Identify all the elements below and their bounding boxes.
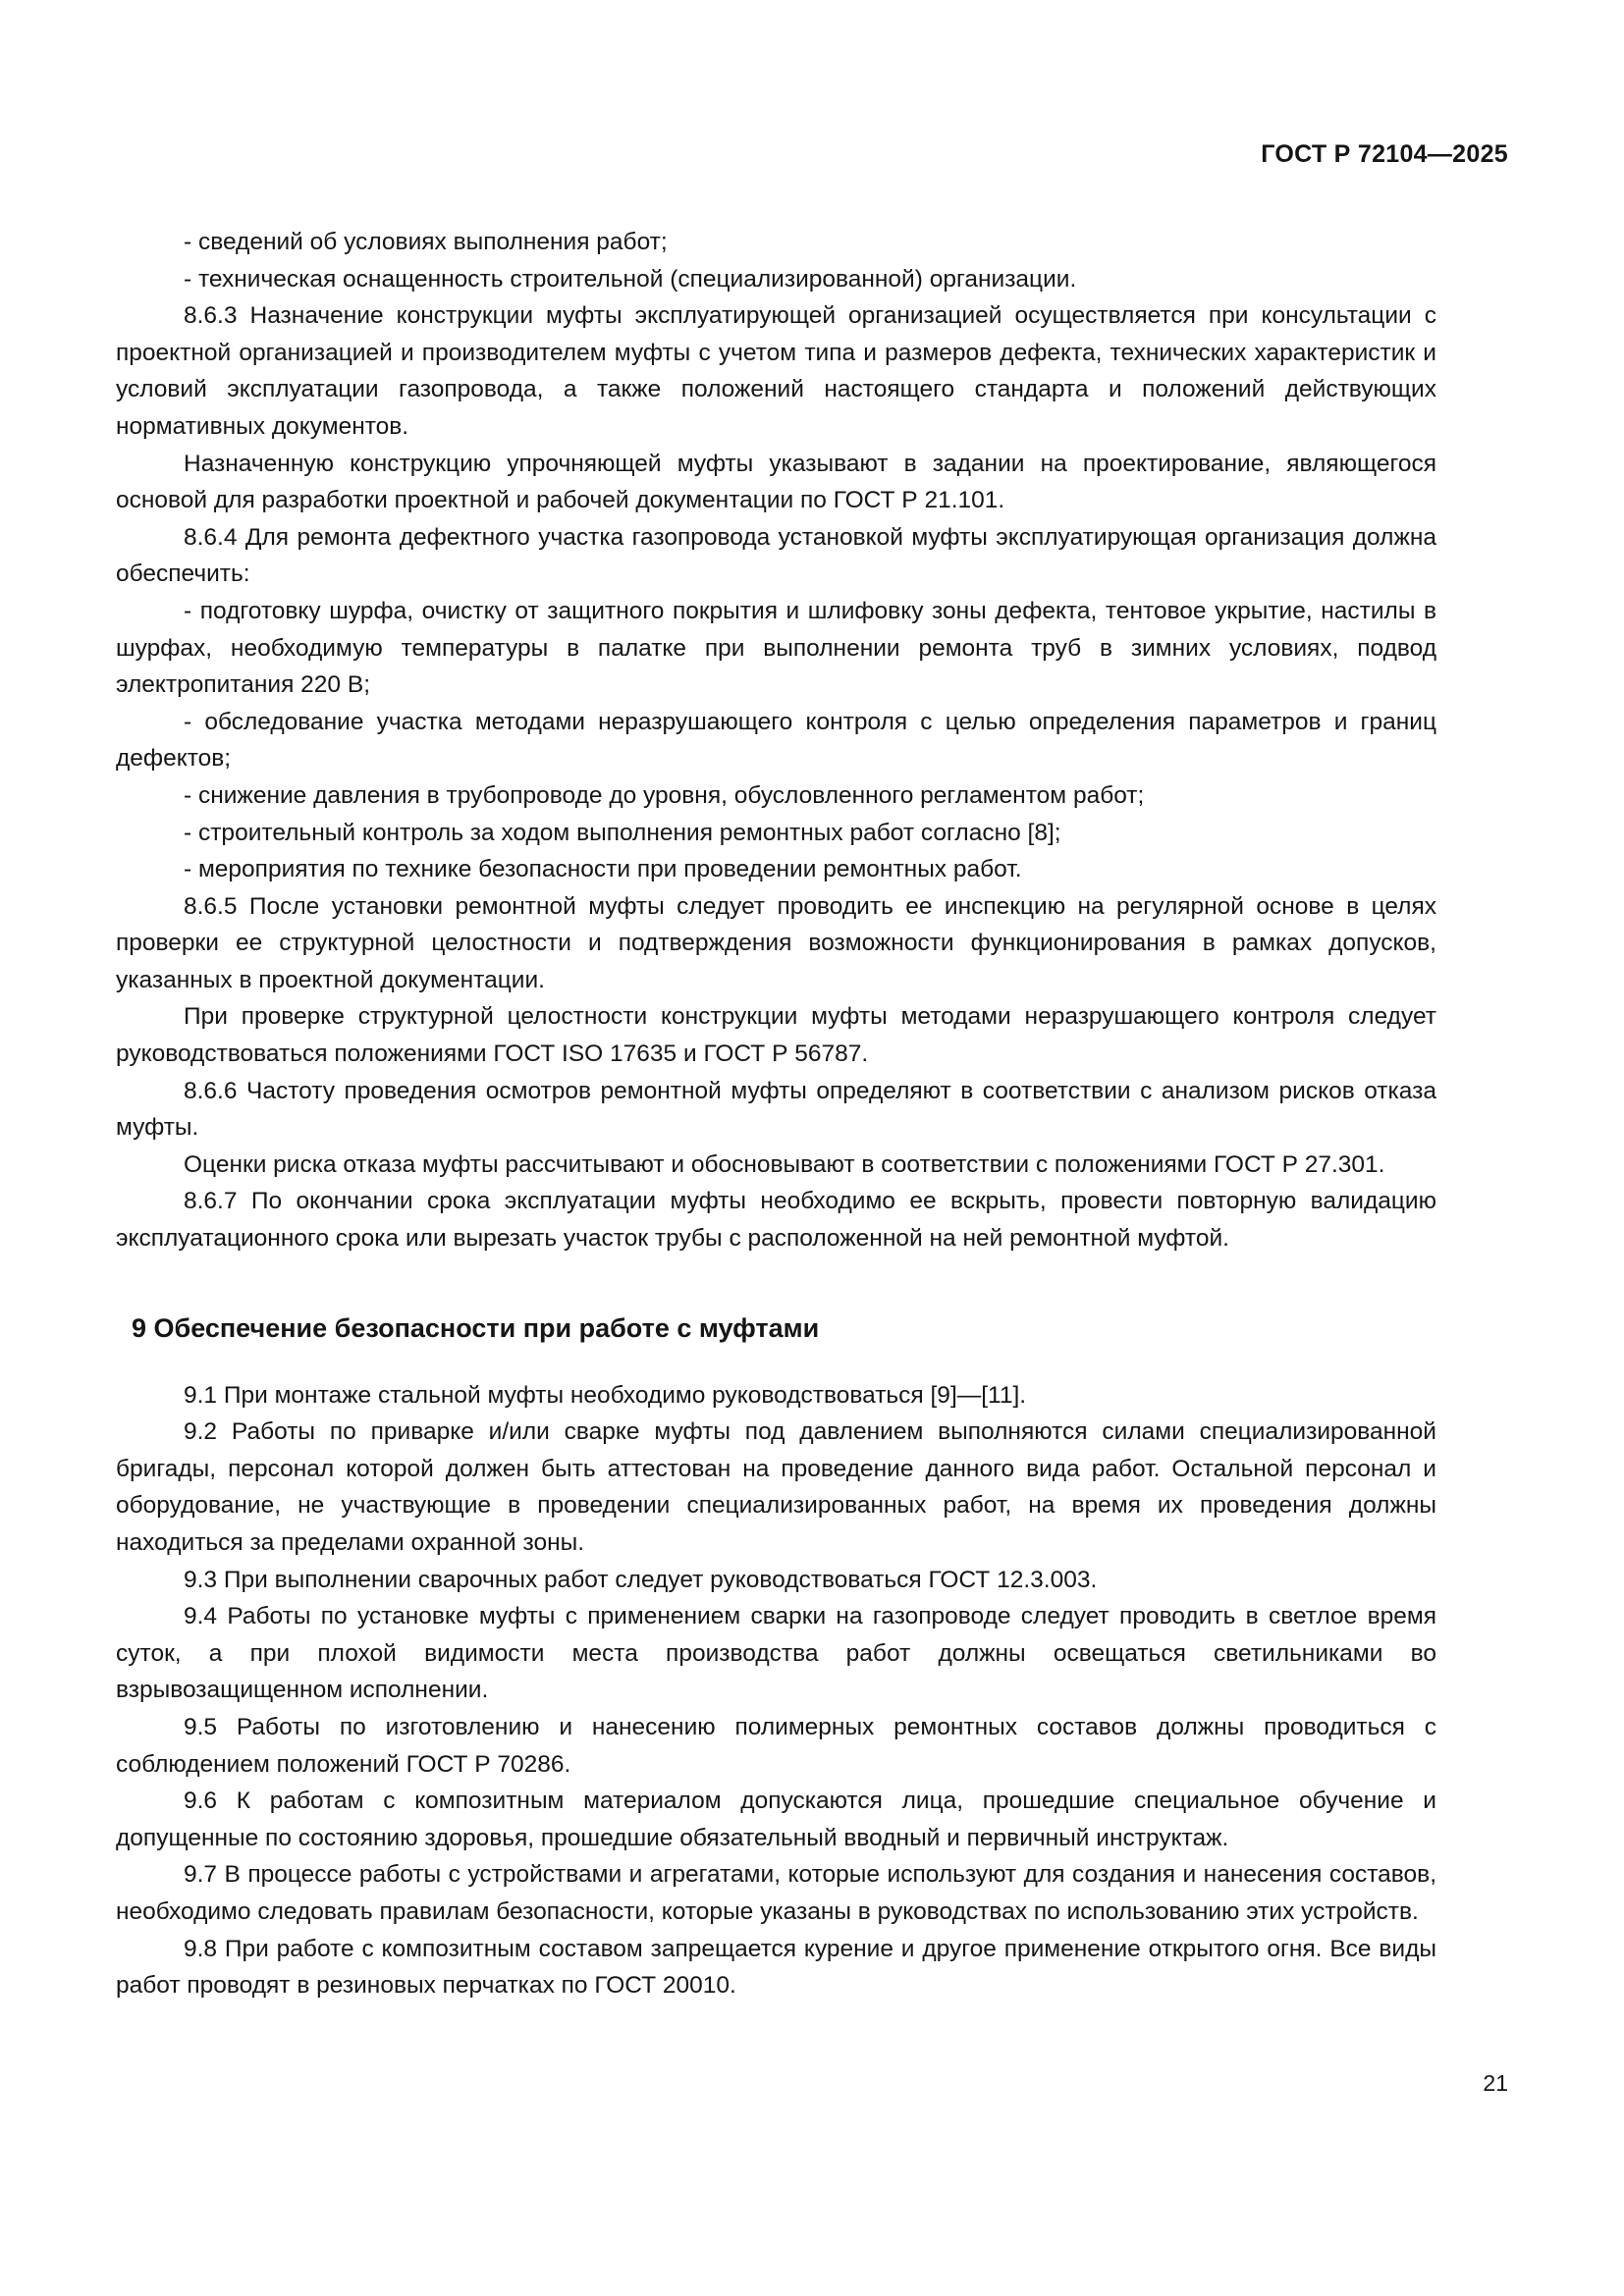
list-item: - подготовку шурфа, очистку от защитного покрытия и шлифовку зоны дефекта, тентовое укрытие, настилы в шурфах, необходимую температуры в палатке при выполнении ремонта труб в зимних условиях, подвод электропитания 220 В; — [116, 597, 1436, 699]
list-item: - сведений об условиях выполнения работ; — [184, 229, 668, 255]
clause-8-6-5-continued: При проверке структурной целостности конструкции муфты методами неразрушающего контроля следует руководствоваться положениями ГОСТ ISO 17635 и ГОСТ Р 56787. — [116, 1003, 1436, 1068]
document-body — [116, 224, 1436, 2004]
clause-9-4: 9.4 Работы по установке муфты с применением сварки на газопроводе следует проводить в светлое время суток, а при плохой видимости места производства работ должны освещаться светильниками во взрывозащищенном исполнении. — [116, 1603, 1436, 1704]
list-item: - снижение давления в трубопроводе до уровня, обусловленного регламентом работ; — [184, 781, 1145, 809]
clause-8-6-3-continued: Назначенную конструкцию упрочняющей муфты указывают в задании на проектирование, являющегося основой для разработки проектной и рабочей документации по ГОСТ Р 21.101. — [116, 450, 1436, 514]
clause-9-3: 9.3 При выполнении сварочных работ следует руководствоваться ГОСТ 12.3.003. — [184, 1566, 1098, 1593]
clause-9-2: 9.2 Работы по приварке и/или сварке муфты под давлением выполняются силами специализированной бригады, персонал которой должен быть аттестован на проведение данного вида работ. Остальной персонал и оборудование, не участвующие в проведении специализированных работ, на время их проведения должны находиться за пределами охранной зоны. — [116, 1418, 1436, 1556]
list-item: - мероприятия по технике безопасности при проведении ремонтных работ. — [184, 856, 1022, 883]
clause-8-6-6: 8.6.6 Частоту проведения осмотров ремонтной муфты определяют в соответствии с анализом рисков отказа муфты. — [116, 1077, 1436, 1142]
page-header-standard-number: ГОСТ Р 72104—2025 — [1261, 140, 1508, 168]
clause-8-6-5: 8.6.5 После установки ремонтной муфты следует проводить ее инспекцию на регулярной основе в целях проверки ее структурной целостности и подтверждения возможности функционирования в рамках допусков, указанных в проектной документации. — [116, 892, 1436, 993]
clause-8-6-3: 8.6.3 Назначение конструкции муфты эксплуатирующей организацией осуществляется при консультации с проектной организацией и производителем муфты с учетом типа и размеров дефекта, технических характеристик и условий эксплуатации газопровода, а также положений настоящего стандарта и положений действующих нормативных документов. — [116, 302, 1436, 440]
list-item: - техническая оснащенность строительной (специализированной) организации. — [184, 265, 1077, 293]
section-heading-9: 9 Обеспечение безопасности при работе с муфтами — [132, 1312, 820, 1343]
list-item: - обследование участка методами неразрушающего контроля с целью определения параметров и границ дефектов; — [116, 708, 1436, 773]
clause-9-7: 9.7 В процессе работы с устройствами и агрегатами, которые используют для создания и нанесения составов, необходимо следовать правилам безопасности, которые указаны в руководствах по использованию этих устройств. — [116, 1861, 1436, 1925]
clause-9-6: 9.6 К работам с композитным материалом допускаются лица, прошедшие специальное обучение и допущенные по состоянию здоровья, прошедшие обязательный вводный и первичный инструктаж. — [116, 1788, 1436, 1851]
clause-8-6-4: 8.6.4 Для ремонта дефектного участка газопровода установкой муфты эксплуатирующая организация должна обеспечить: — [116, 523, 1436, 588]
list-item: - строительный контроль за ходом выполнения ремонтных работ согласно [8]; — [184, 819, 1061, 846]
clause-8-6-6-continued: Оценки риска отказа муфты рассчитывают и обосновывают в соответствии с положениями ГОСТ Р 27.301. — [184, 1150, 1385, 1178]
clause-9-1: 9.1 При монтаже стальной муфты необходимо руководствоваться [9]—[11]. — [184, 1381, 1027, 1409]
page-number: 21 — [1483, 2070, 1508, 2096]
clause-9-5: 9.5 Работы по изготовлению и нанесению полимерных ремонтных составов должны проводиться с соблюдением положений ГОСТ Р 70286. — [116, 1713, 1436, 1778]
clause-9-8: 9.8 При работе с композитным составом запрещается курение и другое применение открытого огня. Все виды работ проводят в резиновых перчатках по ГОСТ 20010. — [116, 1935, 1436, 2000]
clause-8-6-7: 8.6.7 По окончании срока эксплуатации муфты необходимо ее вскрыть, провести повторную валидацию эксплуатационного срока или вырезать участок трубы с расположенной на ней ремонтной муфтой. — [116, 1188, 1436, 1253]
